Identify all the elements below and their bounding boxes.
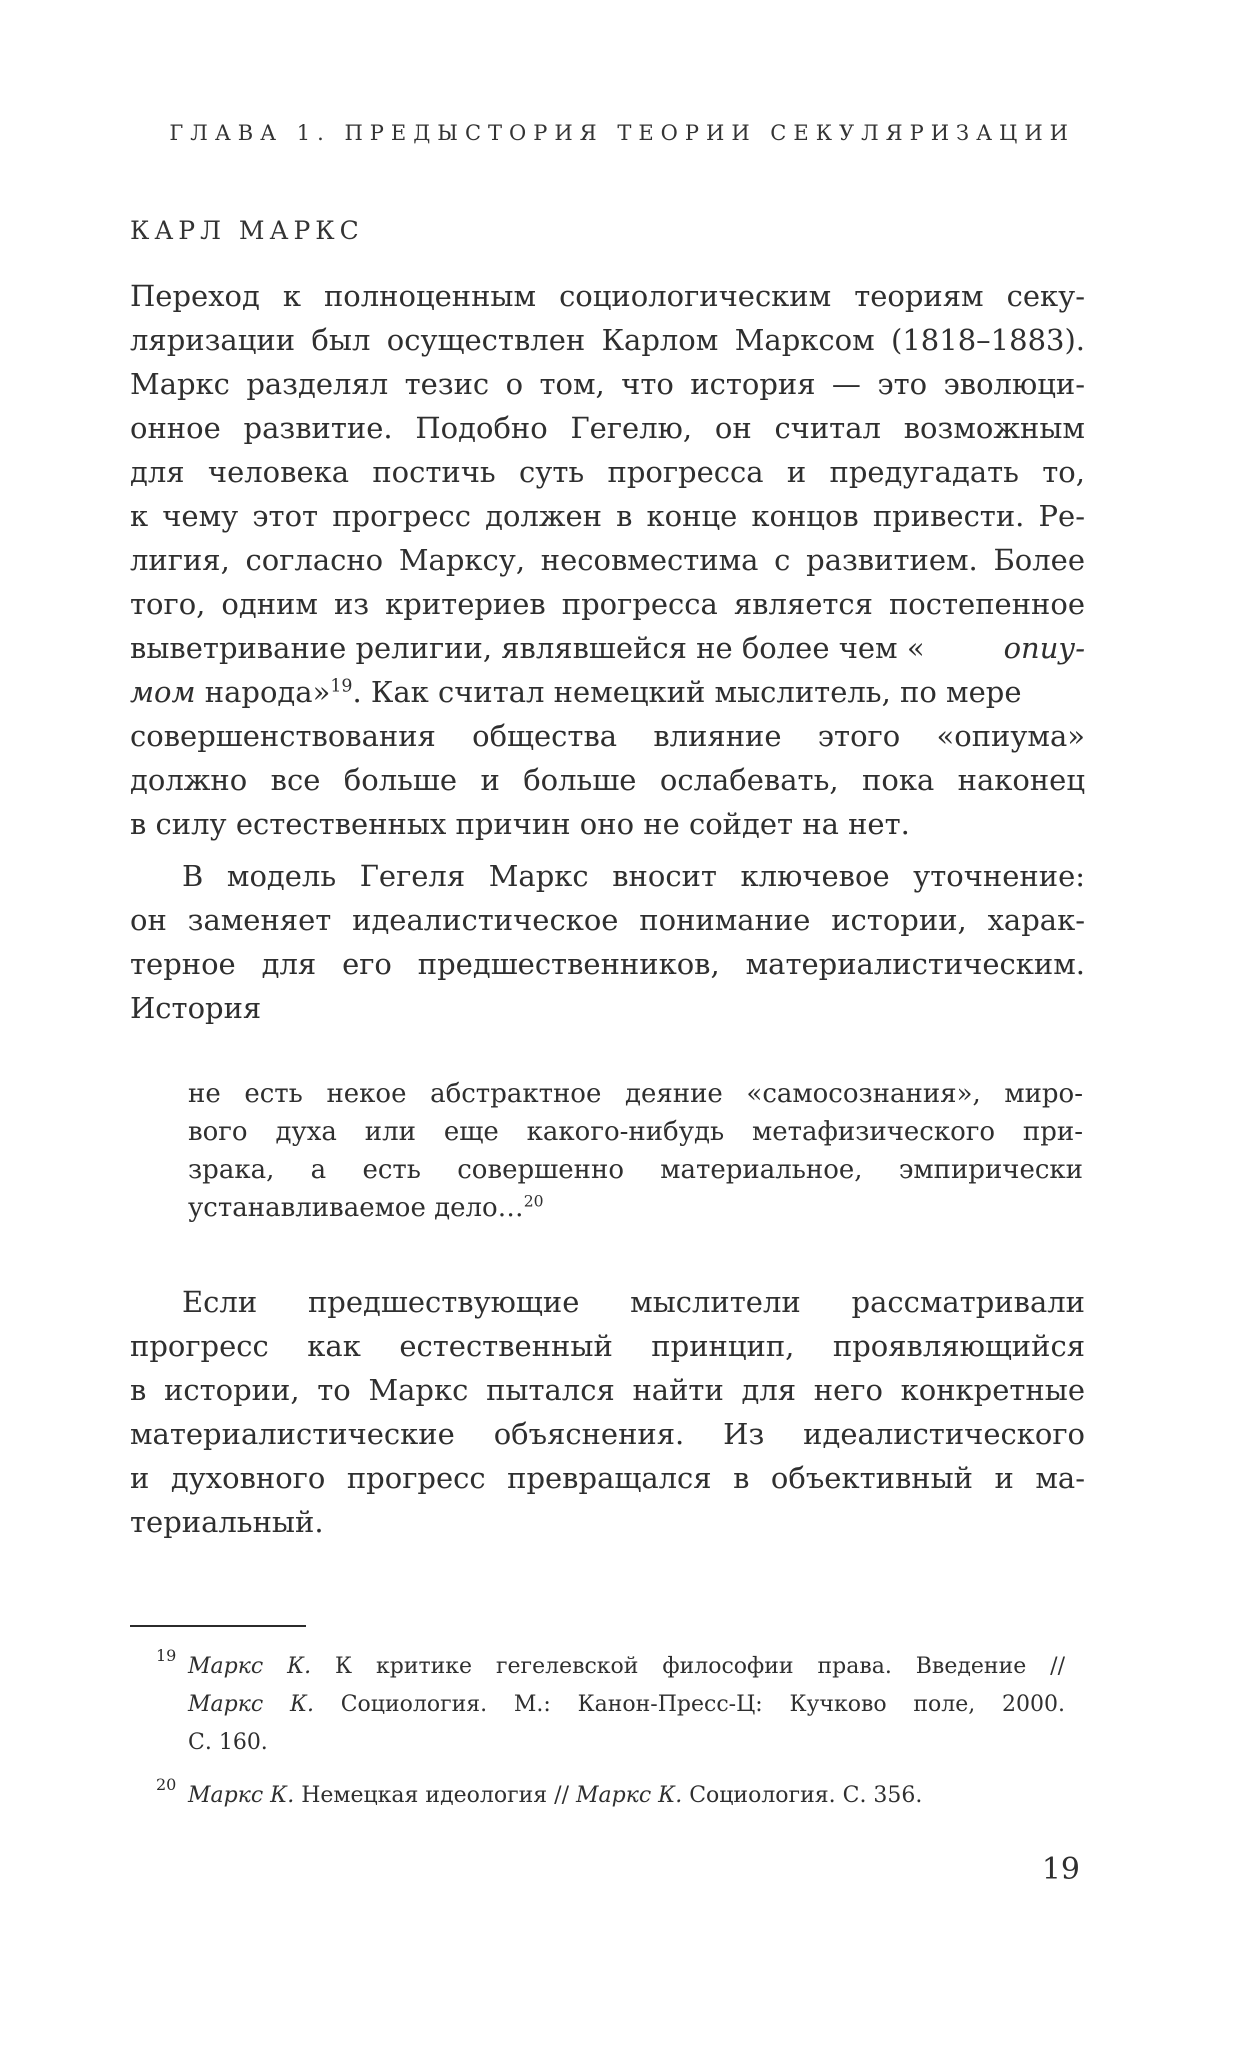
text-span: выветривание религии, являвшейся не более чем « [130, 631, 925, 665]
text-line [130, 626, 1085, 670]
footnote-author: Маркс К. [576, 1783, 683, 1808]
footnote-number: 20 [156, 1775, 177, 1794]
text-line: Если предшествующие мыслители рассматривали [182, 1285, 1085, 1319]
text-line: в силу естественных причин оно не сойдет на нет. [130, 807, 910, 841]
text-line: онное развитие. Подобно Гегелю, он считал возможным [130, 411, 1085, 445]
page-number: 19 [1041, 1852, 1080, 1887]
text-span: Немецкая идеология // [294, 1783, 576, 1808]
text-line: он заменяет идеалистическое понимание истории, харак- [130, 903, 1085, 937]
footnote-line [188, 1779, 922, 1813]
footnote-author: Маркс К. [188, 1692, 314, 1717]
text-line: для человека постичь суть прогресса и предугадать то, [130, 455, 1085, 489]
text-line: История [130, 991, 262, 1025]
footnote-line [188, 1650, 1065, 1684]
footnote-author: Маркс К. [188, 1783, 295, 1808]
quote-line [188, 1189, 544, 1227]
text-line [130, 670, 1085, 714]
text-line: В модель Гегеля Маркс вносит ключевое уточнение: [182, 859, 1085, 893]
text-line: Маркс разделял тезис о том, что история — это эволюци- [130, 367, 1085, 401]
quote-line: не есть некое абстрактное деяние «самосознания», миро- [188, 1079, 1083, 1109]
text-line: терное для его предшественников, материалистическим. [130, 947, 1085, 981]
text-span: народа» [195, 675, 331, 709]
quote-line: вого духа или еще какого-нибудь метафизического при- [188, 1117, 1083, 1147]
quote-line: зрака, а есть совершенно материальное, эмпирически [188, 1155, 1083, 1185]
text-line: в истории, то Маркс пытался найти для него конкретные [130, 1373, 1085, 1407]
text-line: лигия, согласно Марксу, несовместима с развитием. Более [130, 543, 1085, 577]
footnote-line [188, 1688, 1065, 1722]
text-span: К критике гегелевской философии права. Введение // [311, 1654, 1065, 1679]
footnote-divider [130, 1625, 306, 1627]
text-line: Переход к полноценным социологическим теориям секу- [130, 279, 1085, 313]
text-line: териальный. [130, 1505, 324, 1539]
text-line: к чему этот прогресс должен в конце концов привести. Ре- [130, 499, 1085, 533]
italic-span: опиу- [1003, 631, 1085, 665]
italic-span: мом [130, 675, 196, 709]
text-span: Социология. С. 356. [682, 1783, 923, 1808]
text-line: того, одним из критериев прогресса является постепенное [130, 587, 1085, 621]
text-line: ляризации был осуществлен Карлом Марксом (1818–1883). [130, 323, 1085, 357]
text-line: прогресс как естественный принцип, проявляющийся [130, 1329, 1085, 1363]
footnote-line: С. 160. [188, 1730, 268, 1755]
footnote-author: Маркс К. [188, 1654, 312, 1679]
text-span: . Как считал немецкий мыслитель, по мере [352, 675, 1022, 709]
running-head: ГЛАВА 1. ПРЕДЫСТОРИЯ ТЕОРИИ СЕКУЛЯРИЗАЦИИ [169, 121, 1075, 145]
text-line: и духовного прогресс превращался в объективный и ма- [130, 1461, 1085, 1495]
text-line: должно все больше и больше ослабевать, пока наконец [130, 763, 1085, 797]
text-line: материалистические объяснения. Из идеалистического [130, 1417, 1085, 1451]
text-line: совершенствования общества влияние этого «опиума» [130, 719, 1085, 753]
text-span: устанавливаемое дело… [188, 1193, 524, 1223]
footnote-number: 19 [156, 1646, 177, 1665]
footnote-ref[interactable]: 19 [330, 676, 353, 697]
text-span: Социология. М.: Канон-Пресс-Ц: Кучково поле, 2000. [313, 1692, 1065, 1717]
section-title: КАРЛ МАРКС [130, 216, 364, 245]
footnote-ref[interactable]: 20 [523, 1192, 544, 1211]
